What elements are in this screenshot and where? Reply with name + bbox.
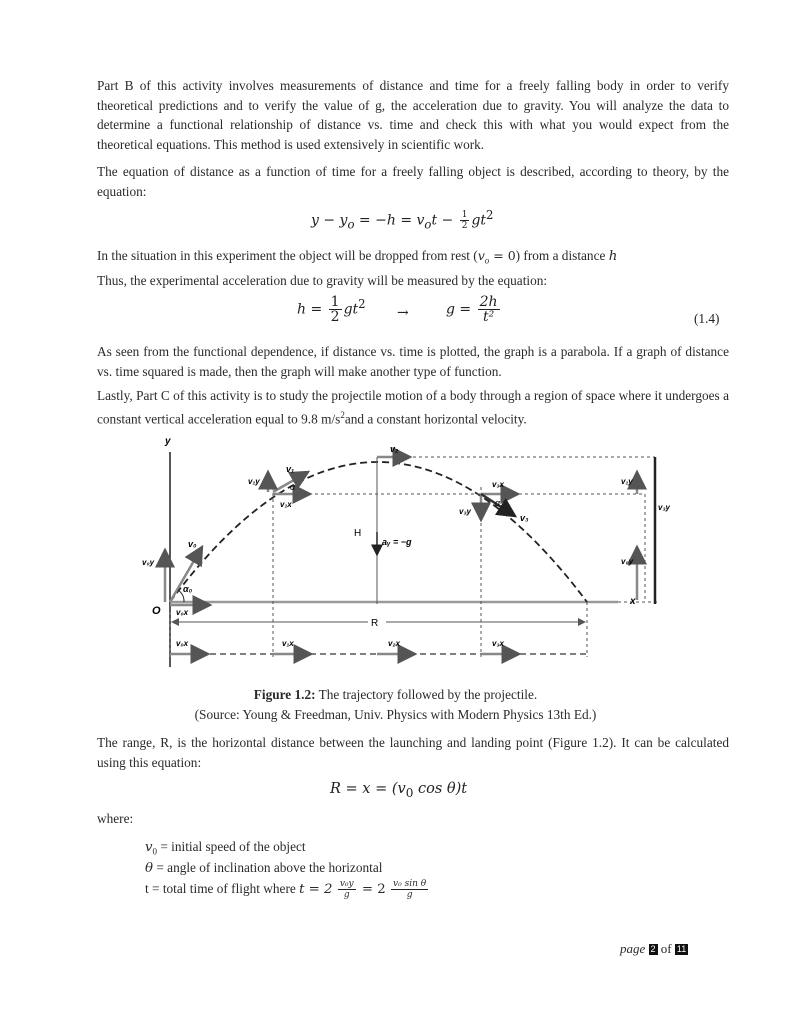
alpha-label-3: α	[495, 498, 501, 508]
paragraph-part-b: Part B of this activity involves measurements of distance and time for a freely falling body in order to verify theoretical predictions and to verify the value of g, the acceleration due to gravity. You will analyze the data to determine a functional relationship of distance vs. time and check this with what you would expect from the theoretical equations. This method is used extensively in scientific work.	[97, 78, 729, 152]
paragraph-dropped-from-rest: In the situation in this experiment the object will be dropped from rest $(v_o = 0)$ from a distance h Thus, the experimental acceleration due to gravity will be measured by the equation:	[97, 248, 618, 289]
right-v0y-label: v₀y	[621, 557, 634, 566]
definition-angle: θ = angle of inclination above the horizontal	[145, 860, 383, 876]
x-axis-label: x	[630, 596, 636, 607]
v2-label: v₂	[390, 444, 399, 454]
bottom-v3x-label: v₃x	[492, 639, 505, 648]
bottom-v0x-label: v₀x	[176, 639, 189, 648]
where-label: where:	[97, 811, 134, 826]
v1x-label: v₁x	[280, 500, 292, 509]
v1y-label: v₁y	[248, 477, 260, 486]
definition-time-of-flight: t = total time of flight where t = 2 $\frac{\text{v₀y}}{g}$ = 2 $\frac{\text{v₀ sin θ}}{g}$	[145, 879, 427, 901]
paragraph-distance-equation-intro: The equation of distance as a function of time for a freely falling object is described, according to theory, by the equation:	[97, 164, 729, 199]
equation-free-fall: $y - y_o = -h = v_ot$ − $\frac{1}{2}$ $gt^2$	[311, 208, 494, 232]
origin-label: O	[152, 605, 161, 617]
H-label: H	[354, 528, 362, 539]
R-label: R	[371, 618, 379, 629]
definition-initial-speed: $v_0$ = initial speed of the object	[145, 839, 306, 857]
v1-label: v₁	[286, 464, 295, 474]
page-number: page 2 of 11	[620, 941, 687, 956]
projectile-trajectory-figure	[140, 432, 670, 677]
page-current-box: 2	[650, 944, 656, 954]
bottom-v1x-label: v₁x	[282, 639, 294, 648]
paragraph-part-c: Lastly, Part C of this activity is to study the projectile motion of a body through a region of space where it undergoes a constant vertical acceleration equal to 9.8 $m/s^2and$ a constant horizontal velocity.	[97, 388, 729, 426]
ay-label: aᵧ = −g	[382, 537, 412, 547]
v0x-label: v₀x	[176, 608, 189, 617]
y-axis-label: y	[165, 436, 171, 447]
figure-caption: Figure 1.2: The trajectory followed by the projectile. (Source: Young & Freedman, Univ. Physics with Modern Physics 13th Ed.)	[194, 687, 597, 722]
v3-label: v₃	[520, 513, 529, 523]
page-total-box: 11	[676, 944, 687, 954]
right-v1y-label: v₁y	[621, 477, 633, 486]
right-v3y-label: v₃y	[658, 503, 670, 512]
v0y-label: v₀y	[142, 558, 155, 567]
paragraph-functional-dependence: As seen from the functional dependence, if distance vs. time is plotted, the graph is a parabola. If a graph of distance vs. time squared is made, then the graph will make another type of function.	[97, 344, 729, 379]
bottom-v2x-label: v₂x	[388, 639, 400, 648]
v0-label: v₀	[188, 539, 197, 549]
equation-measured-gravity: h = $\frac{1}{2}$ $gt^2$	[297, 294, 366, 325]
alpha0-label: α₀	[183, 584, 193, 594]
equation-range: $R = x = (v_0$ cos θ)t	[330, 781, 468, 800]
alpha-label-1: α	[290, 482, 296, 492]
trajectory-curve	[170, 462, 587, 602]
arrow-symbol: →	[397, 305, 409, 321]
v3y-label: v₃y	[459, 507, 472, 516]
v3x-label: v₃x	[492, 480, 505, 489]
equation-number: (1.4)	[694, 311, 720, 326]
paragraph-range: The range, R, is the horizontal distance between the launching and landing point (Figure 1.2). It can be calculated using this equation:	[97, 735, 729, 770]
equation-g: g = $\frac{2h}{\text{t²}}$	[446, 294, 498, 325]
